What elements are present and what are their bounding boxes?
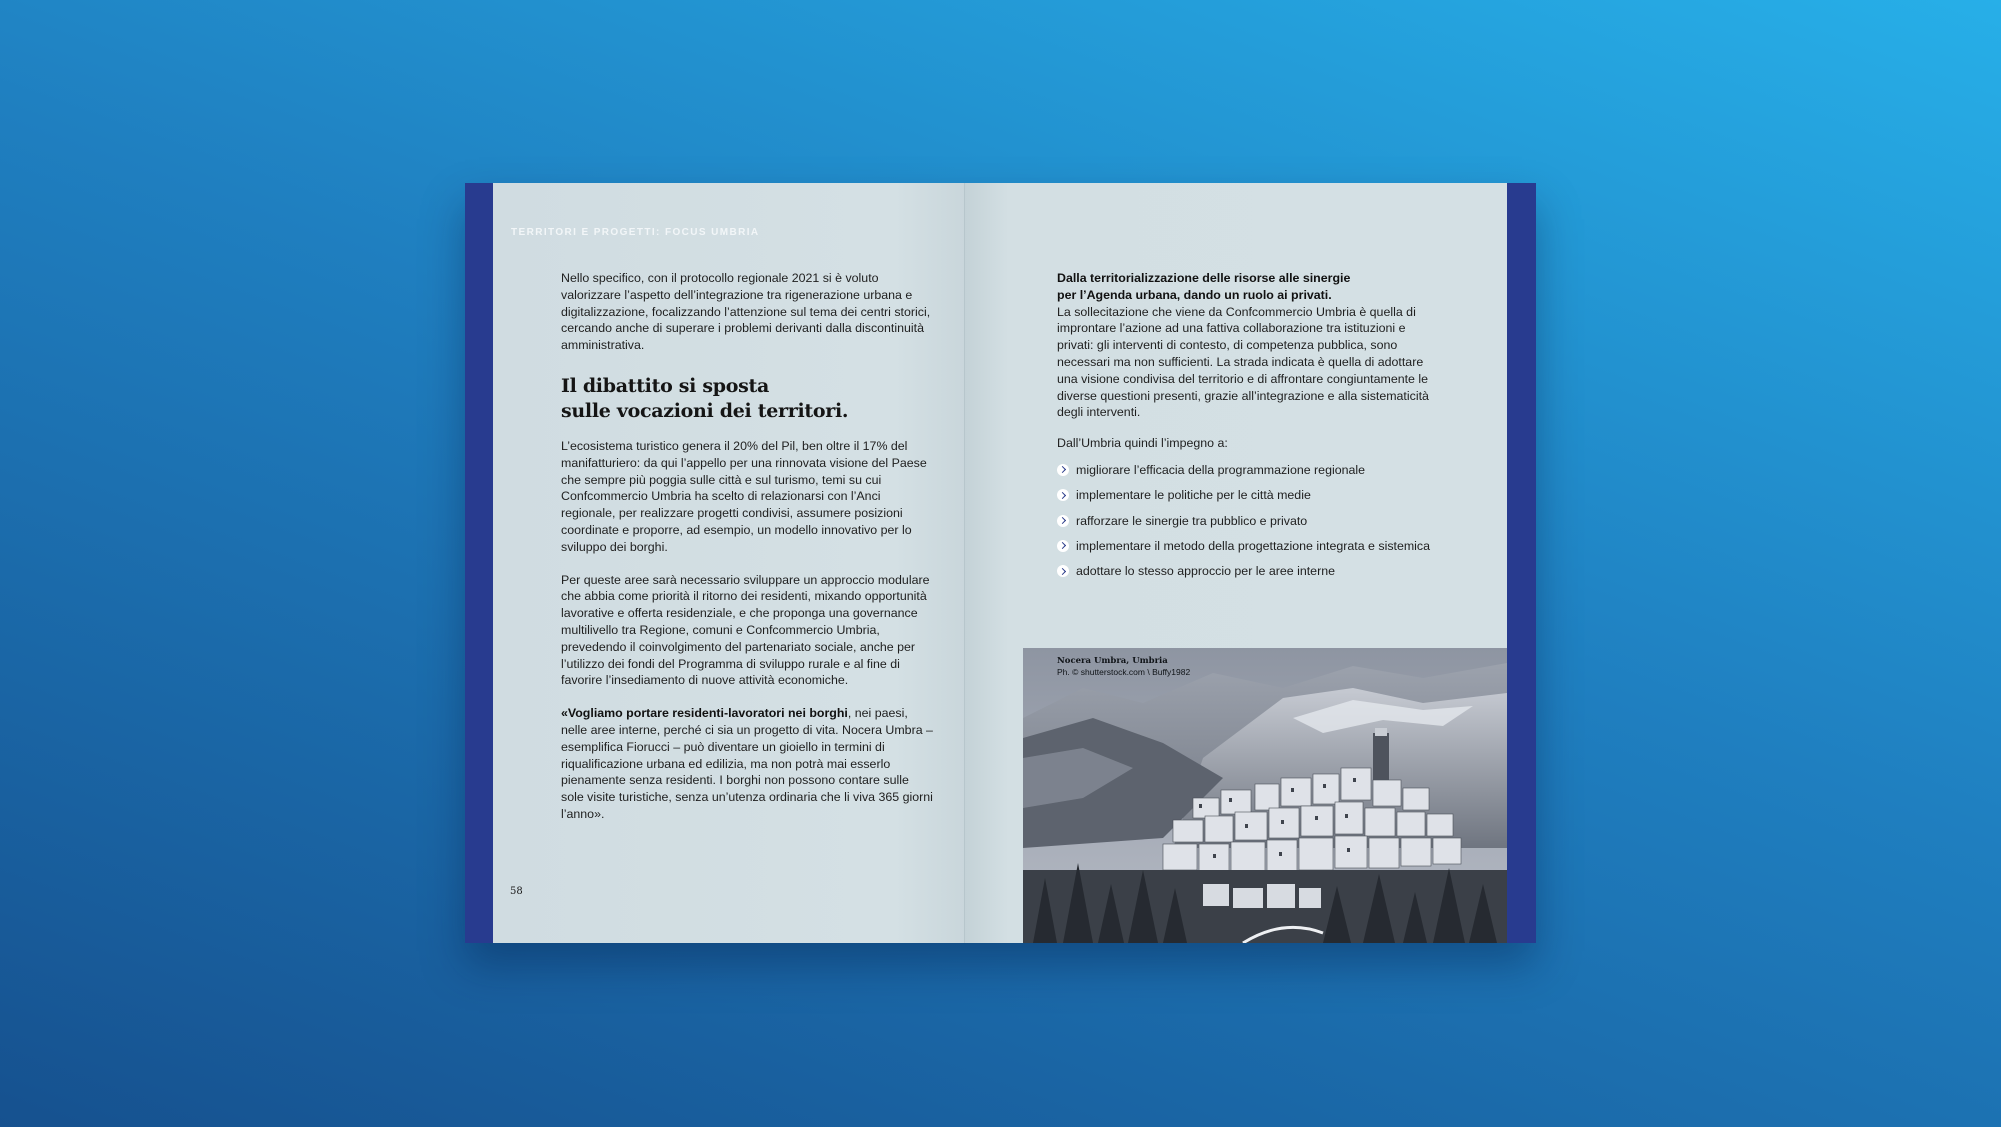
bold-head-line-2: per l’Agenda urbana, dando un ruolo ai privati. [1057, 287, 1332, 302]
tourism-paragraph: L’ecosistema turistico genera il 20% del Pil, ben oltre il 17% del manifatturiero: da qui l’appello per una rinnovata visione del Paese che sempre più poggia sulle città e sul turismo, temi su cui Confcommercio Umbria ha scelto di relazionarsi con l’Anci regionale, per realizzare progetti condivisi, assumere posizioni coordinate e proporre, ad esempio, un modello innovativo per lo sviluppo dei borghi. [561, 438, 927, 554]
commitment-intro: Dall’Umbria quindi l’impegno a: [1057, 436, 1228, 451]
collaboration-paragraph: La sollecitazione che viene da Confcommercio Umbria è quella di improntare l’azione ad una fattiva collaborazione tra istituzioni e privati: gli interventi di contesto, di competenza pubblica, sono necessari ma non sufficienti. La strada indicata è quella di adottare una visione condivisa del territorio e di affrontare congiuntamente le diverse questioni presenti, grazie all’integrazione e alla sistematicità degli interventi. [1057, 304, 1429, 420]
governance-paragraph: Per queste aree sarà necessario sviluppare un approccio modulare che abbia come priorità il ritorno dei residenti, mixando opportunità lavorative e offerta residenziale, e che proponga una governance multilivello tra Regione, comuni e Confcommercio Umbria, prevedendo il coinvolgimento del partenariato sociale, anche per l’utilizzo dei fondi del Programma di sviluppo rurale e al fine di favorire l’insediamento di nuove attività economiche. [561, 572, 930, 688]
list-item [1057, 487, 1437, 504]
right-page [965, 183, 1507, 943]
list-item-text: adottare lo stesso approccio per le aree interne [1076, 564, 1335, 579]
list-item [1057, 462, 1437, 479]
left-page [493, 183, 965, 943]
list-item [1057, 538, 1437, 555]
snowy-village-illustration [1023, 648, 1507, 943]
intro-paragraph: Nello specifico, con il protocollo regionale 2021 si è voluto valorizzare l’aspetto dell’integrazione tra rigenerazione urbana e digitalizzazione, focalizzando l’attenzione sul tema dei centri storici, cercando anche di superare i problemi derivanti dalla discontinuità amministrativa. [561, 271, 931, 353]
bold-head-line-1: Dalla territorializzazione delle risorse alle sinergie [1057, 271, 1351, 285]
circle-arrow-right-icon [1057, 565, 1069, 577]
list-item-text: implementare le politiche per le città medie [1076, 488, 1311, 503]
caption-place: Nocera Umbra, Umbria [1057, 656, 1168, 666]
circle-arrow-right-icon [1057, 540, 1069, 552]
heading-line-2: sulle vocazioni dei territori. [561, 399, 849, 422]
section-heading [561, 374, 933, 424]
right-text-column [1057, 270, 1437, 588]
quote-body: , nei paesi, nelle aree interne, perché ci sia un progetto di vita. Nocera Umbra – esemplifica Fiorucci – può diventare un gioiello in termini di riqualificazione urbana ed edilizia, ma non potrà mai esserlo pienamente senza residenti. I borghi non possono contare sulle sole visite turistiche, senza un’utenza ordinaria che li viva 365 giorni l’anno». [561, 706, 933, 821]
photo-caption [1057, 656, 1190, 678]
left-cover-edge [465, 183, 495, 943]
left-text-column [561, 270, 933, 823]
list-item-text: implementare il metodo della progettazione integrata e sistemica [1076, 538, 1431, 553]
circle-arrow-right-icon [1057, 464, 1069, 476]
list-item [1057, 513, 1437, 530]
list-item-text: rafforzare le sinergie tra pubblico e privato [1076, 513, 1308, 528]
heading-line-1: Il dibattito si sposta [561, 374, 770, 397]
caption-credit: Ph. © shutterstock.com \ Buffy1982 [1057, 667, 1191, 677]
town-photo [1023, 648, 1507, 943]
circle-arrow-right-icon [1057, 515, 1069, 527]
right-cover-edge [1506, 183, 1536, 943]
list-item-text: migliorare l’efficacia della programmazione regionale [1076, 462, 1366, 477]
commitment-list [1057, 462, 1437, 580]
running-head: TERRITORI E PROGETTI: FOCUS UMBRIA [511, 227, 760, 238]
page-number: 58 [510, 886, 523, 897]
quote-paragraph [561, 705, 933, 823]
circle-arrow-right-icon [1057, 489, 1069, 501]
open-booklet [465, 183, 1536, 943]
list-item [1057, 563, 1437, 580]
right-bold-heading [1057, 270, 1437, 304]
quote-lead: «Vogliamo portare residenti-lavoratori nei borghi [561, 706, 848, 721]
